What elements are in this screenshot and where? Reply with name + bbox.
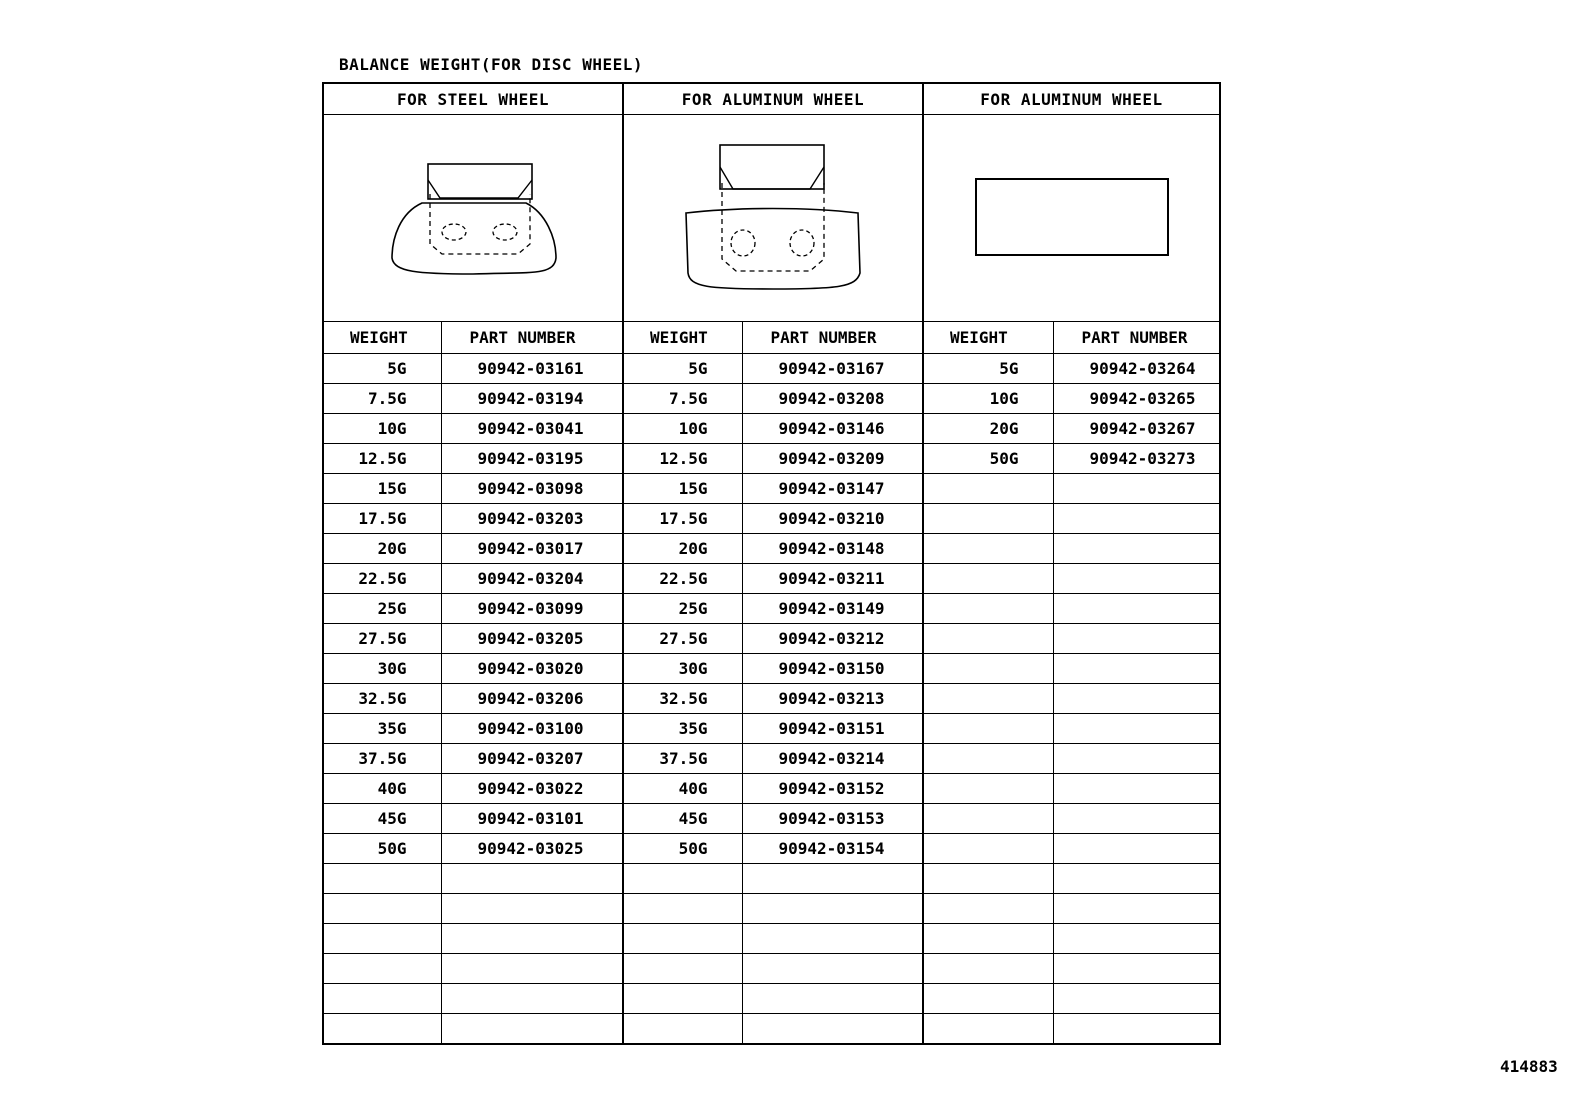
weight-cell: 30G (623, 654, 742, 684)
table-row (323, 354, 1220, 384)
part-number-cell: 90942-03151 (742, 714, 923, 744)
weight-cell: 27.5G (323, 624, 441, 654)
part-number-cell: 90942-03195 (441, 444, 623, 474)
part-number-cell (1053, 984, 1220, 1014)
weight-cell: 7.5G (323, 384, 441, 414)
part-number-cell: 90942-03207 (441, 744, 623, 774)
adhesive-weight-drawing (923, 115, 1220, 322)
part-number-cell: 90942-03209 (742, 444, 923, 474)
weight-cell: 5G (923, 354, 1053, 384)
part-number-cell (1053, 924, 1220, 954)
weight-cell: 17.5G (323, 504, 441, 534)
weight-cell: 10G (923, 384, 1053, 414)
table-row (323, 804, 1220, 834)
part-number-cell (1053, 804, 1220, 834)
weight-cell: 27.5G (623, 624, 742, 654)
part-number-cell: 90942-03150 (742, 654, 923, 684)
part-number-cell (1053, 894, 1220, 924)
table-row (323, 894, 1220, 924)
part-number-cell: 90942-03167 (742, 354, 923, 384)
part-number-cell (1053, 774, 1220, 804)
part-number-cell: 90942-03025 (441, 834, 623, 864)
parts-table-body (323, 354, 1220, 1045)
weight-cell: 50G (623, 834, 742, 864)
part-number-cell (742, 864, 923, 894)
table-row (323, 594, 1220, 624)
weight-cell (623, 864, 742, 894)
part-number-cell (1053, 864, 1220, 894)
weight-cell: 20G (923, 414, 1053, 444)
part-number-cell: 90942-03020 (441, 654, 623, 684)
weight-cell (323, 894, 441, 924)
section-heading-aluminum-clip: FOR ALUMINUM WHEEL (623, 83, 923, 115)
part-number-cell: 90942-03146 (742, 414, 923, 444)
weight-cell: 40G (323, 774, 441, 804)
weight-cell (323, 864, 441, 894)
part-number-cell (1053, 714, 1220, 744)
weight-cell: 20G (623, 534, 742, 564)
part-number-cell: 90942-03041 (441, 414, 623, 444)
weight-cell (923, 984, 1053, 1014)
weight-cell (923, 684, 1053, 714)
part-number-cell (742, 984, 923, 1014)
document-id: 414883 (1500, 1057, 1558, 1076)
part-number-cell (1053, 954, 1220, 984)
part-number-cell (1053, 624, 1220, 654)
weight-cell (923, 534, 1053, 564)
weight-cell (923, 834, 1053, 864)
weight-cell (923, 474, 1053, 504)
part-number-cell: 90942-03204 (441, 564, 623, 594)
part-number-cell: 90942-03213 (742, 684, 923, 714)
weight-cell (923, 924, 1053, 954)
weight-cell: 37.5G (323, 744, 441, 774)
weight-header: WEIGHT (323, 322, 441, 354)
weight-cell (623, 954, 742, 984)
part-number-cell: 90942-03203 (441, 504, 623, 534)
part-number-cell (1053, 504, 1220, 534)
part-number-cell: 90942-03205 (441, 624, 623, 654)
weight-cell (623, 894, 742, 924)
part-number-cell: 90942-03264 (1053, 354, 1220, 384)
part-number-cell: 90942-03206 (441, 684, 623, 714)
weight-cell (323, 954, 441, 984)
part-number-cell: 90942-03267 (1053, 414, 1220, 444)
part-number-cell (742, 954, 923, 984)
part-number-cell (1053, 474, 1220, 504)
weight-cell: 10G (623, 414, 742, 444)
table-row (323, 1014, 1220, 1045)
table-row (323, 744, 1220, 774)
table-row (323, 864, 1220, 894)
weight-cell: 25G (323, 594, 441, 624)
part-number-cell: 90942-03101 (441, 804, 623, 834)
weight-cell: 22.5G (623, 564, 742, 594)
weight-cell: 50G (923, 444, 1053, 474)
part-number-cell: 90942-03022 (441, 774, 623, 804)
weight-cell: 40G (623, 774, 742, 804)
table-row (323, 774, 1220, 804)
table-row (323, 654, 1220, 684)
part-number-cell: 90942-03100 (441, 714, 623, 744)
weight-cell: 35G (323, 714, 441, 744)
drawing-row (323, 115, 1220, 322)
table-row (323, 444, 1220, 474)
weight-header: WEIGHT (923, 322, 1053, 354)
weight-header: WEIGHT (623, 322, 742, 354)
weight-cell: 12.5G (623, 444, 742, 474)
part-number-cell (441, 984, 623, 1014)
table-row (323, 714, 1220, 744)
weight-cell: 37.5G (623, 744, 742, 774)
part-number-cell (742, 894, 923, 924)
part-number-cell (1053, 534, 1220, 564)
weight-cell (923, 744, 1053, 774)
weight-cell (923, 954, 1053, 984)
table-row (323, 924, 1220, 954)
part-number-cell (441, 864, 623, 894)
balance-weight-table (322, 82, 1221, 1045)
part-number-cell (742, 1014, 923, 1045)
table-row (323, 474, 1220, 504)
part-number-cell: 90942-03148 (742, 534, 923, 564)
aluminum-wheel-clip-weight-drawing (623, 115, 923, 322)
section-header-row (323, 83, 1220, 115)
table-row (323, 684, 1220, 714)
weight-cell: 50G (323, 834, 441, 864)
table-row (323, 564, 1220, 594)
weight-cell (923, 894, 1053, 924)
weight-cell (923, 504, 1053, 534)
table-row (323, 954, 1220, 984)
part-number-cell: 90942-03214 (742, 744, 923, 774)
weight-cell (923, 594, 1053, 624)
weight-cell: 25G (623, 594, 742, 624)
weight-cell (323, 984, 441, 1014)
part-number-cell (1053, 684, 1220, 714)
part-number-cell: 90942-03149 (742, 594, 923, 624)
weight-cell (923, 714, 1053, 744)
part-number-cell (1053, 594, 1220, 624)
weight-cell: 15G (623, 474, 742, 504)
weight-cell: 22.5G (323, 564, 441, 594)
part-number-cell: 90942-03211 (742, 564, 923, 594)
weight-cell: 12.5G (323, 444, 441, 474)
part-number-cell: 90942-03098 (441, 474, 623, 504)
part-number-cell: 90942-03152 (742, 774, 923, 804)
part-number-cell: 90942-03147 (742, 474, 923, 504)
part-number-cell (1053, 654, 1220, 684)
part-number-cell: 90942-03153 (742, 804, 923, 834)
weight-cell (923, 654, 1053, 684)
weight-cell (623, 1014, 742, 1045)
weight-cell: 45G (323, 804, 441, 834)
table-row (323, 984, 1220, 1014)
weight-cell: 20G (323, 534, 441, 564)
part-number-cell: 90942-03099 (441, 594, 623, 624)
table-row (323, 624, 1220, 654)
part-number-header: PART NUMBER (1053, 322, 1220, 354)
part-number-cell (441, 954, 623, 984)
weight-cell: 7.5G (623, 384, 742, 414)
weight-cell: 32.5G (623, 684, 742, 714)
table-row (323, 534, 1220, 564)
weight-cell (923, 624, 1053, 654)
part-number-cell: 90942-03273 (1053, 444, 1220, 474)
weight-cell (923, 864, 1053, 894)
weight-cell (623, 984, 742, 1014)
weight-cell (923, 1014, 1053, 1045)
weight-cell (623, 924, 742, 954)
weight-cell: 45G (623, 804, 742, 834)
weight-cell: 5G (623, 354, 742, 384)
part-number-cell (1053, 564, 1220, 594)
weight-cell: 10G (323, 414, 441, 444)
weight-cell (923, 774, 1053, 804)
column-header-row (323, 322, 1220, 354)
weight-cell: 32.5G (323, 684, 441, 714)
table-row (323, 834, 1220, 864)
weight-cell: 17.5G (623, 504, 742, 534)
part-number-header: PART NUMBER (742, 322, 923, 354)
weight-cell (923, 804, 1053, 834)
table-row (323, 384, 1220, 414)
weight-cell (923, 564, 1053, 594)
part-number-cell (441, 894, 623, 924)
weight-cell: 35G (623, 714, 742, 744)
part-number-cell (441, 1014, 623, 1045)
part-number-cell: 90942-03161 (441, 354, 623, 384)
part-number-cell (742, 924, 923, 954)
weight-cell: 5G (323, 354, 441, 384)
table-row (323, 414, 1220, 444)
part-number-cell: 90942-03017 (441, 534, 623, 564)
document-title: BALANCE WEIGHT(FOR DISC WHEEL) (339, 55, 643, 74)
part-number-cell: 90942-03265 (1053, 384, 1220, 414)
section-heading-steel: FOR STEEL WHEEL (323, 83, 623, 115)
weight-cell: 30G (323, 654, 441, 684)
part-number-header: PART NUMBER (441, 322, 623, 354)
part-number-cell (441, 924, 623, 954)
part-number-cell (1053, 1014, 1220, 1045)
part-number-cell: 90942-03194 (441, 384, 623, 414)
part-number-cell (1053, 834, 1220, 864)
steel-wheel-weight-drawing (323, 115, 623, 322)
section-heading-aluminum-adhesive: FOR ALUMINUM WHEEL (923, 83, 1220, 115)
weight-cell (323, 1014, 441, 1045)
part-number-cell: 90942-03212 (742, 624, 923, 654)
table-row (323, 504, 1220, 534)
part-number-cell (1053, 744, 1220, 774)
weight-cell (323, 924, 441, 954)
part-number-cell: 90942-03154 (742, 834, 923, 864)
weight-cell: 15G (323, 474, 441, 504)
part-number-cell: 90942-03210 (742, 504, 923, 534)
part-number-cell: 90942-03208 (742, 384, 923, 414)
